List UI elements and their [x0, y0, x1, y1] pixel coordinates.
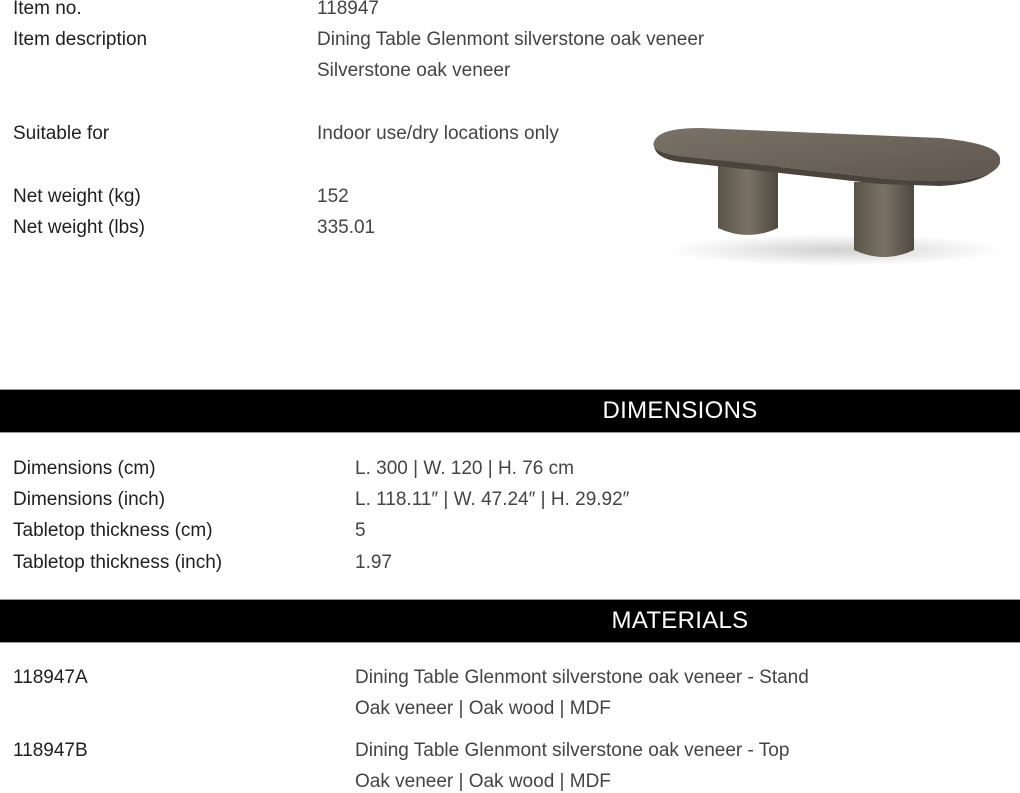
tabletop-thickness-inch-label: Tabletop thickness (inch) [13, 552, 223, 573]
material-code: 118947A [13, 667, 88, 688]
suitable-for-value: Indoor use/dry locations only [317, 123, 559, 144]
material-code: 118947B [13, 740, 88, 761]
net-weight-kg-label: Net weight (kg) [13, 186, 141, 207]
tabletop-thickness-cm-value: 5 [355, 520, 366, 541]
net-weight-kg-value: 152 [317, 186, 349, 207]
product-image [640, 120, 1010, 270]
item-description-value: Dining Table Glenmont silverstone oak veneer [317, 29, 705, 50]
dimensions-title: DIMENSIONS [602, 397, 758, 424]
net-weight-lbs-value: 335.01 [317, 217, 376, 238]
materials-title: MATERIALS [611, 607, 749, 634]
item-no-value: 118947 [317, 0, 379, 19]
dimensions-inch-value: L. 118.11″ | W. 47.24″ | H. 29.92″ [355, 489, 630, 510]
dimensions-inch-label: Dimensions (inch) [13, 489, 166, 510]
dimensions-cm-value: L. 300 | W. 120 | H. 76 cm [355, 458, 574, 479]
item-description-label: Item description [13, 29, 148, 50]
item-no-label: Item no. [13, 0, 82, 19]
dimensions-banner [0, 389, 1020, 433]
dimensions-cm-label: Dimensions (cm) [13, 458, 156, 479]
net-weight-lbs-label: Net weight (lbs) [13, 217, 145, 238]
material-description: Dining Table Glenmont silverstone oak veneer - Stand [355, 667, 809, 688]
item-description-finish: Silverstone oak veneer [317, 60, 511, 81]
material-description: Dining Table Glenmont silverstone oak veneer - Top [355, 740, 790, 761]
materials-banner [0, 599, 1020, 643]
material-composition: Oak veneer | Oak wood | MDF [355, 698, 611, 719]
tabletop-thickness-cm-label: Tabletop thickness (cm) [13, 520, 213, 541]
suitable-for-label: Suitable for [13, 123, 110, 144]
tabletop-thickness-inch-value: 1.97 [355, 552, 392, 573]
material-composition: Oak veneer | Oak wood | MDF [355, 771, 611, 792]
